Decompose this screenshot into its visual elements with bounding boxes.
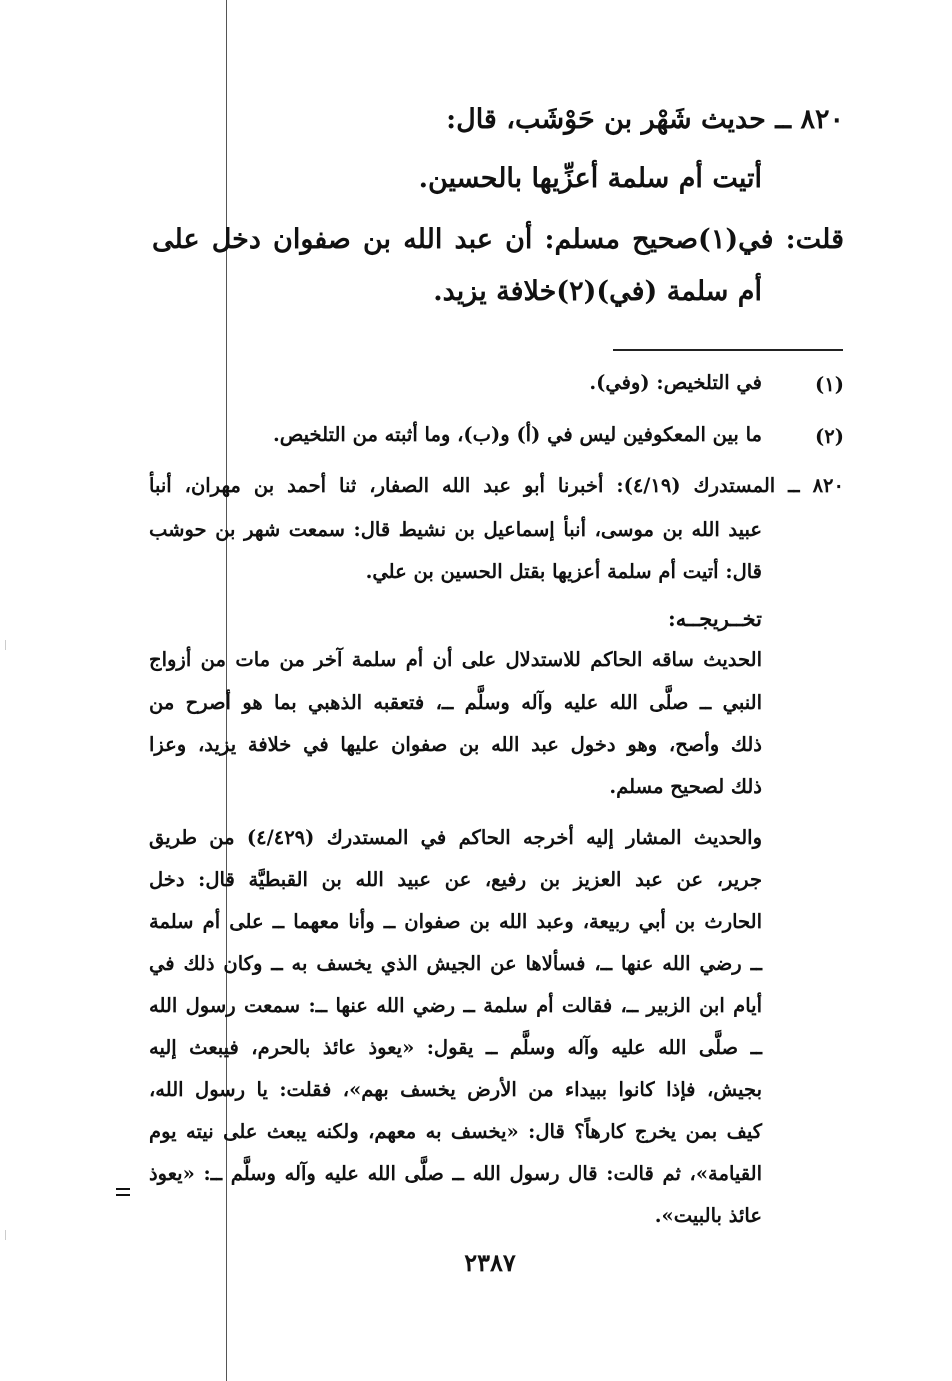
scan-mark — [5, 640, 6, 650]
footnote-text: في التلخيص: (وفي). — [589, 371, 762, 394]
page-number: ٢٣٨٧ — [464, 1248, 516, 1277]
hadith-text-line: أتيت أم سلمة أعزِّيها بالحسين. — [418, 163, 762, 194]
footnote-number: (١) — [815, 373, 844, 396]
takhrij-paragraph-line: الحارث بن أبي ربيعة، وعبد الله بن صفوان ــ وأنا معهما ــ على أم سلمة — [149, 910, 762, 933]
footnote-number: (٢) — [815, 425, 844, 448]
takhrij-paragraph-line: بجيش، فإذا كانوا ببيداء من الأرض يخسف بهم»، فقلت: يا رسول الله، — [149, 1078, 762, 1101]
scan-mark — [5, 1230, 6, 1240]
takhrij-paragraph-line: النبي ــ صلَّى الله عليه وآله وسلَّم ــ، فتعقبه الذهبي بما هو أصرح من — [149, 691, 762, 714]
takhrij-paragraph-line: كيف بمن يخرج كارهاً؟ قال: «يخسف به معهم، ولكنه يبعث على نيته يوم — [149, 1120, 762, 1143]
takhrij-paragraph-line: الحديث ساقه الحاكم للاستدلال على أن أم سلمة آخر من مات من أزواج — [149, 648, 762, 671]
takhrij-heading: تخــريجــه: — [667, 606, 762, 631]
source-citation-line: قال: أتيت أم سلمة أعزيها بقتل الحسين بن علي. — [365, 560, 762, 583]
takhrij-paragraph-line: عائذ بالبيت». — [654, 1204, 762, 1227]
source-citation-line: عبيد الله بن موسى، أنبأ إسماعيل بن نشيط قال: سمعت شهر بن حوشب — [149, 518, 762, 541]
note-text-line: أم سلمة (في)(٢)خلافة يزيد. — [433, 276, 762, 307]
takhrij-paragraph-line: جرير، عن عبد العزيز بن رفيع، عن عبيد الله بن القبطيَّة قال: دخل — [149, 868, 762, 891]
takhrij-paragraph-line: ذلك لصحيح مسلم. — [609, 775, 762, 798]
source-citation-line: ٨٢٠ ــ المستدرك (٤/١٩): أخبرنا أبو عبد الله الصفار، ثنا أحمد بن مهران، أنبأ — [149, 474, 844, 497]
note-text-line: قلت: في(١)صحيح مسلم: أن عبد الله بن صفوان دخل على — [152, 224, 844, 255]
takhrij-paragraph-line: ذلك وأصح، وهو دخول عبد الله بن صفوان عليها في خلافة يزيد، وعزا — [149, 733, 762, 756]
takhrij-paragraph-line: أيام ابن الزبير ــ، فقالت أم سلمة ــ رضي الله عنها ــ: سمعت رسول الله — [149, 994, 762, 1017]
takhrij-paragraph-line: ــ صلَّى الله عليه وآله وسلَّم ــ يقول: «يعوذ عائذ بالحرم، فيبعث إليه — [149, 1036, 762, 1059]
takhrij-paragraph-line: والحديث المشار إليه أخرجه الحاكم في المستدرك (٤/٤٢٩) من طريق — [149, 826, 763, 849]
hadith-entry-heading: ٨٢٠ ــ حديث شَهْر بن حَوْشَب، قال: — [446, 104, 844, 135]
footnote-text: ما بين المعكوفين ليس في (أ) و(ب)، وما أثبته من التلخيص. — [272, 423, 762, 446]
takhrij-paragraph-line: القيامة»، ثم قالت: قال رسول الله ــ صلَّى الله عليه وآله وسلَّم ــ: «يعوذ — [149, 1162, 762, 1185]
footnote-separator — [613, 349, 843, 351]
continuation-mark — [116, 1188, 130, 1200]
takhrij-paragraph-line: ــ رضي الله عنها ــ، فسألاها عن الجيش الذي يخسف به ــ وكان ذلك في — [149, 952, 762, 975]
